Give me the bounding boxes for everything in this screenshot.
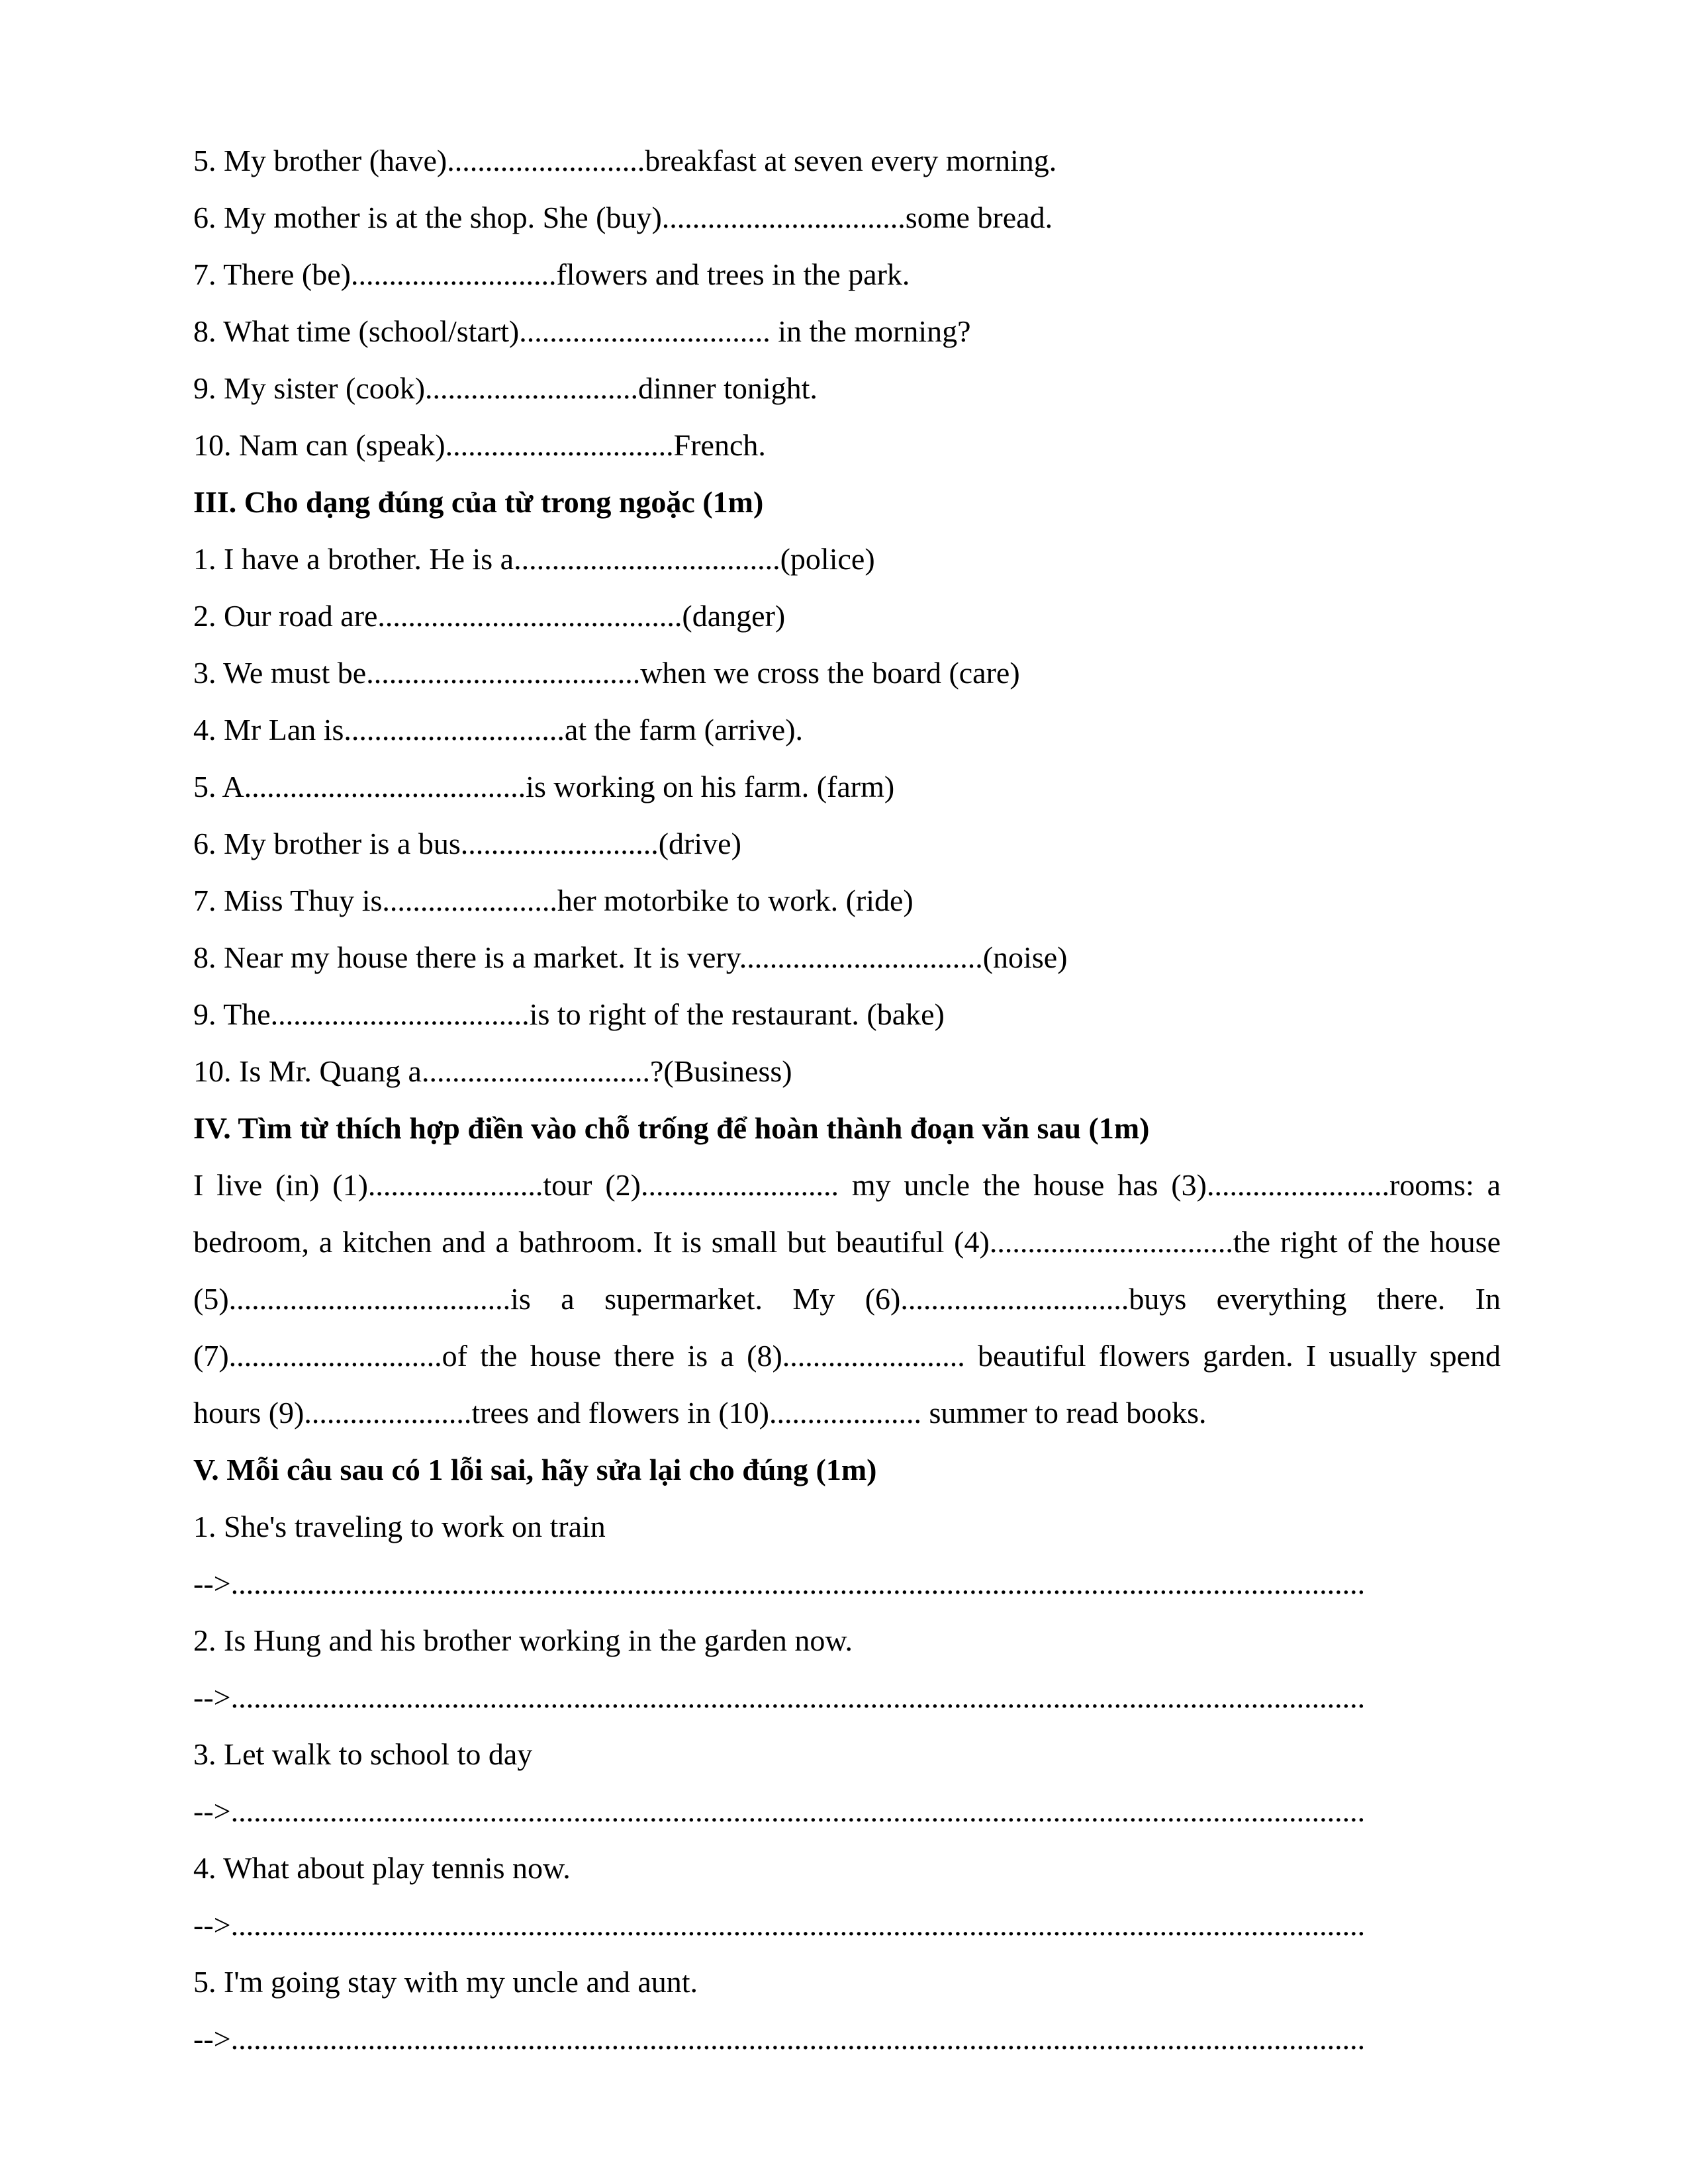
paragraph-line: bedroom, a kitchen and a bathroom. It is small but beautiful (4)................................the right of the house [193,1225,1501,1259]
section3-list [193,531,1501,1100]
section2-item: 10. Nam can (speak)..............................French. [193,428,766,462]
section3-item: 4. Mr Lan is.............................at the farm (arrive). [193,713,804,747]
section3-item: 3. We must be....................................when we cross the board (care) [193,656,1020,690]
paragraph-line: (7)............................of the house there is a (8)........................ beautiful flowers garden. I usually spend [193,1339,1501,1373]
answer-line: -->..................................................................................................................................................... [193,2022,1366,2056]
section3-item: 9. The..................................is to right of the restaurant. (bake) [193,997,945,1031]
answer-line: -->..................................................................................................................................................... [193,1680,1366,1714]
section4-paragraph [193,1157,1501,1441]
section2-item: 8. What time (school/start)................................. in the morning? [193,314,971,348]
paragraph-line: (5).....................................is a supermarket. My (6)..............................buys everything there. In [193,1282,1501,1316]
section3-item: 1. I have a brother. He is a...................................(police) [193,542,875,576]
section3-item: 2. Our road are........................................(danger) [193,599,786,633]
section2-item: 9. My sister (cook)............................dinner tonight. [193,371,818,405]
error-sentence: 5. I'm going stay with my uncle and aunt. [193,1965,698,1999]
section3-item: 10. Is Mr. Quang a..............................?(Business) [193,1054,792,1088]
error-sentence: 3. Let walk to school to day [193,1737,533,1771]
section2-item: 5. My brother (have)..........................breakfast at seven every morning. [193,144,1057,177]
answer-line: -->..................................................................................................................................................... [193,1567,1366,1600]
section2-item: 7. There (be)...........................flowers and trees in the park. [193,257,910,291]
answer-line: -->..................................................................................................................................................... [193,1794,1366,1828]
section3-item: 8. Near my house there is a market. It is very................................(noise) [193,940,1068,974]
answer-line: -->..................................................................................................................................................... [193,1908,1366,1942]
section4-heading: IV. Tìm từ thích hợp điền vào chỗ trống để hoàn thành đoạn văn sau (1m) [193,1111,1150,1145]
section3-item: 5. A.....................................is working on his farm. (farm) [193,770,895,803]
paragraph-line: I live (in) (1).......................tour (2).......................... my uncle the house has (3)........................rooms: a [193,1168,1501,1202]
error-sentence: 2. Is Hung and his brother working in the garden now. [193,1623,853,1657]
error-sentence: 1. She's traveling to work on train [193,1510,606,1543]
section3-item: 7. Miss Thuy is.......................her motorbike to work. (ride) [193,884,914,917]
error-sentence: 4. What about play tennis now. [193,1851,571,1885]
section5-list [193,1498,1501,2068]
worksheet-page [193,132,1501,2068]
section3-heading: III. Cho dạng đúng của từ trong ngoặc (1m) [193,485,764,519]
section5-heading: V. Mỗi câu sau có 1 lỗi sai, hãy sửa lại cho đúng (1m) [193,1453,877,1486]
section2-list [193,132,1501,474]
paragraph-line: hours (9)......................trees and flowers in (10).................... summer to read books. [193,1396,1207,1430]
section2-item: 6. My mother is at the shop. She (buy)................................some bread. [193,201,1053,234]
section3-item: 6. My brother is a bus..........................(drive) [193,827,741,860]
